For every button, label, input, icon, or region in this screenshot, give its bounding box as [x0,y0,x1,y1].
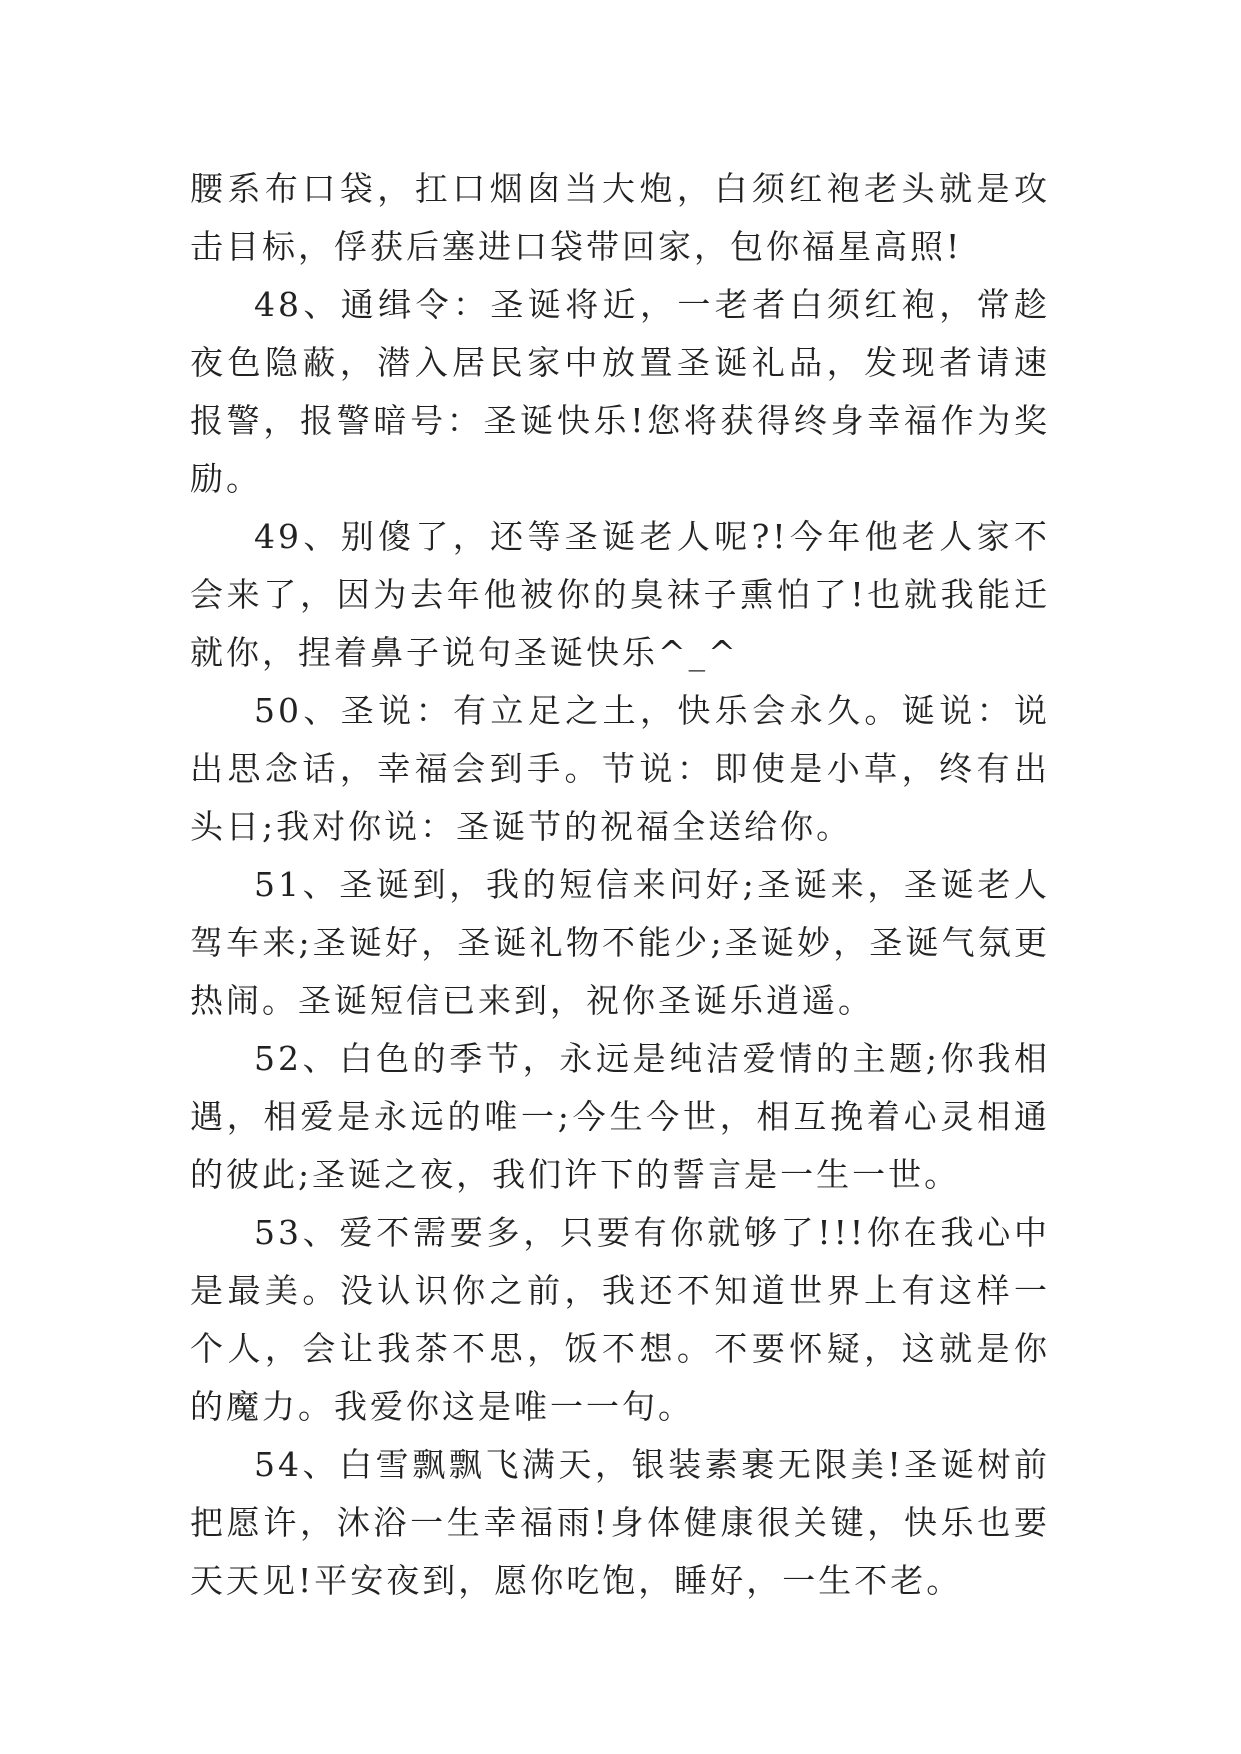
paragraph-item-54: 54、白雪飘飘飞满天，银装素裹无限美!圣诞树前把愿许，沐浴一生幸福雨!身体健康很关键，快乐也要天天见!平安夜到，愿你吃饱，睡好，一生不老。 [190,1445,1050,1600]
paragraph-continuation: 腰系布口袋，扛口烟囱当大炮，白须红袍老头就是攻击目标，俘获后塞进口袋带回家，包你福星高照! [190,169,1050,266]
paragraph-item-50: 50、圣说：有立足之土，快乐会永久。诞说：说出思念话，幸福会到手。节说：即使是小草，终有出头日;我对你说：圣诞节的祝福全送给你。 [190,691,1050,846]
paragraph-item-53: 53、爱不需要多，只要有你就够了!!!你在我心中是最美。没认识你之前，我还不知道世界上有这样一个人，会让我茶不思，饭不想。不要怀疑，这就是你的魔力。我爱你这是唯一一句。 [190,1213,1050,1426]
document-body [190,160,1050,1610]
paragraph-item-51: 51、圣诞到，我的短信来问好;圣诞来，圣诞老人驾车来;圣诞好，圣诞礼物不能少;圣诞妙，圣诞气氛更热闹。圣诞短信已来到，祝你圣诞乐逍遥。 [190,865,1050,1020]
paragraph-item-49: 49、别傻了，还等圣诞老人呢?!今年他老人家不会来了，因为去年他被你的臭袜子熏怕了!也就我能迁就你，捏着鼻子说句圣诞快乐^_^ [190,517,1050,672]
paragraph-item-48: 48、通缉令：圣诞将近，一老者白须红袍，常趁夜色隐蔽，潜入居民家中放置圣诞礼品，发现者请速报警，报警暗号：圣诞快乐!您将获得终身幸福作为奖励。 [190,285,1050,498]
paragraph-item-52: 52、白色的季节，永远是纯洁爱情的主题;你我相遇，相爱是永远的唯一;今生今世，相互挽着心灵相通的彼此;圣诞之夜，我们许下的誓言是一生一世。 [190,1039,1050,1194]
